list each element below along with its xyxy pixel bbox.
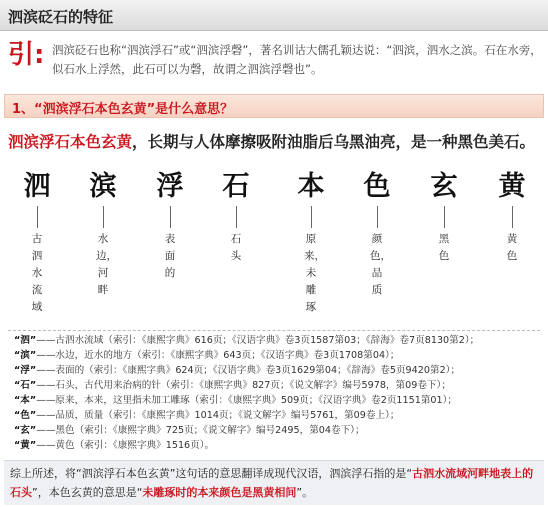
gloss-text: ——表面的（索引：《康熙字典》624页；《汉语字典》卷3页1629第04；《辞海》卷5页9420第2）； xyxy=(36,365,461,376)
summary-part: 综上所述，将“泗滨浮石本色玄黄”这句话的意思翻译成现代汉语，泗滨浮石指的是“ xyxy=(10,467,413,480)
char-column xyxy=(490,170,534,265)
gloss-line xyxy=(14,379,544,393)
char-glyph: 浮 xyxy=(156,171,184,202)
gloss-line xyxy=(14,334,544,348)
gloss-line xyxy=(14,394,544,408)
char-column xyxy=(214,170,258,265)
gloss-term: “本” xyxy=(14,395,37,406)
gloss-term: “石” xyxy=(14,380,37,391)
char-column xyxy=(355,170,399,299)
gloss-text: ——品质，质量（索引：《康熙字典》1014页；《说文解字》编号5761，第09卷上）； xyxy=(36,410,400,421)
char-connector-line xyxy=(512,206,513,228)
gloss-term: “浮” xyxy=(14,365,37,376)
summary-part: ”。 xyxy=(296,486,314,499)
char-meaning: 水边，河畔 xyxy=(96,233,117,296)
char-glyph: 玄 xyxy=(430,171,458,202)
gloss-term: “玄” xyxy=(14,425,37,436)
gloss-text: ——水边，近水的地方（索引：《康熙字典》643页；《汉语字典》卷3页1708第04）； xyxy=(36,350,400,361)
char-meaning: 颜色，品质 xyxy=(370,233,391,296)
intro-mark: 引: xyxy=(8,40,45,70)
gloss-line xyxy=(14,364,544,378)
char-connector-line xyxy=(311,206,312,228)
char-glyph: 本 xyxy=(297,171,325,202)
gloss-text: ——古泗水流域（索引：《康熙字典》616页；《汉语字典》卷3页1587第03；《辞海》卷7页8130第2）； xyxy=(36,335,480,346)
definition-line xyxy=(8,130,535,152)
gloss-line xyxy=(14,349,544,363)
char-connector-line xyxy=(236,206,237,228)
gloss-term: “黄” xyxy=(14,440,37,451)
char-meaning: 古泗水流域 xyxy=(31,233,43,313)
gloss-line xyxy=(14,424,544,438)
char-column xyxy=(81,170,125,299)
gloss-term: “色” xyxy=(14,410,37,421)
gloss-text: ——黄色（索引：《康熙字典》1516页）。 xyxy=(36,440,215,451)
char-glyph: 黄 xyxy=(498,171,526,202)
char-column xyxy=(15,170,59,316)
char-meaning: 石头 xyxy=(230,233,242,262)
char-meaning: 表面的 xyxy=(164,233,176,279)
section-title: 1、“泗滨浮石本色玄黄”是什么意思？ xyxy=(12,102,234,117)
summary-text xyxy=(10,464,540,502)
char-connector-line xyxy=(444,206,445,228)
page-title: 泗滨砭石的特征 xyxy=(8,8,114,26)
gloss-text: ——黑色（索引：《康熙字典》725页；《说文解字》编号2495，第04卷下）； xyxy=(36,425,365,436)
gloss-term: “泗” xyxy=(14,335,37,346)
char-meaning: 黑色 xyxy=(438,233,450,262)
char-column xyxy=(148,170,192,282)
summary-highlight: 未雕琢时的本来颜色是黑黄相间 xyxy=(142,486,297,499)
char-connector-line xyxy=(377,206,378,228)
char-meaning: 原来，未雕琢 xyxy=(304,233,325,313)
dashed-divider xyxy=(8,330,540,331)
summary-part: ”，本色玄黄的意思是“ xyxy=(32,486,143,499)
gloss-text: ——石头，古代用来治病的针（索引：《康熙字典》827页；《说文解字》编号5978，第09卷下）； xyxy=(36,380,451,391)
gloss-line xyxy=(14,409,544,423)
char-glyph: 泗 xyxy=(23,171,51,202)
gloss-term: “滨” xyxy=(14,350,37,361)
char-glyph: 滨 xyxy=(89,171,117,202)
char-connector-line xyxy=(103,206,104,228)
definition-rest: ，长期与人体摩擦吸附油脂后乌黑油亮，是一种黑色美石。 xyxy=(132,133,536,151)
definition-phrase: 泗滨浮石本色玄黄 xyxy=(8,133,133,151)
summary-highlight: 古泗水流域河畔地表上的石头 xyxy=(10,467,534,499)
char-glyph: 石 xyxy=(222,171,250,202)
gloss-line xyxy=(14,439,544,453)
char-column xyxy=(422,170,466,265)
char-column xyxy=(289,170,333,316)
char-glyph: 色 xyxy=(363,171,391,202)
char-connector-line xyxy=(170,206,171,228)
char-connector-line xyxy=(37,206,38,228)
gloss-text: ——原来，本来，这里指未加工雕琢（索引：《康熙字典》509页；《汉语字典》卷2页1151第01）； xyxy=(36,395,458,406)
char-meaning: 黄色 xyxy=(506,233,518,262)
intro-text: 泗滨砭石也称“泗滨浮石”或“泗滨浮磬”，著名训诂大儒孔颖达说：“泗滨，泗水之滨。石在水旁，似石水上浮然，此石可以为磬，故谓之泗滨浮磬也”。 xyxy=(52,43,542,76)
